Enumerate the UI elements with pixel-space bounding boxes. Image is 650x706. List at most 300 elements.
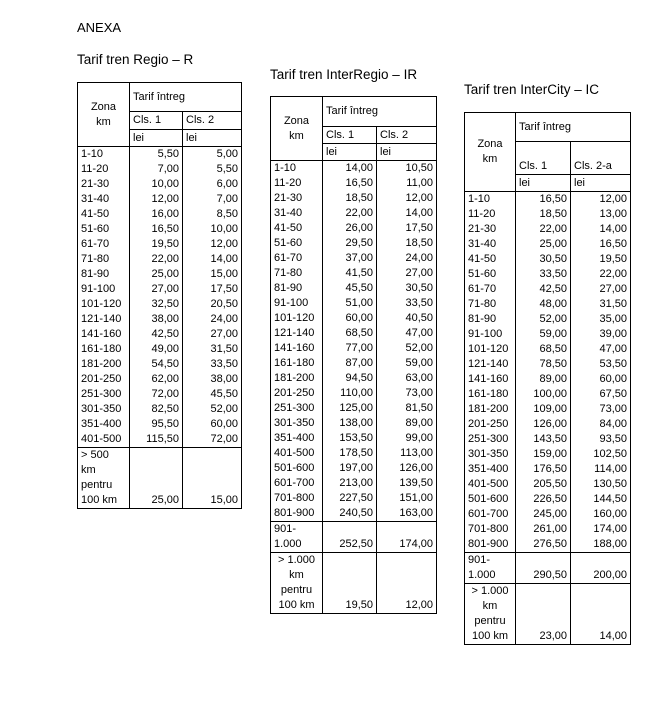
table-row bbox=[271, 221, 437, 236]
fare-cell: 38,00 bbox=[183, 372, 242, 387]
fare-cell: 60,00 bbox=[571, 372, 631, 387]
unit-label: lei bbox=[183, 130, 242, 147]
table-row bbox=[78, 312, 242, 327]
table-row bbox=[78, 222, 242, 237]
fare-cell: 63,00 bbox=[377, 371, 437, 386]
zone-cell: 301-350 bbox=[271, 416, 323, 431]
table-row bbox=[465, 237, 631, 252]
fare-cell: 52,00 bbox=[183, 402, 242, 417]
table-row bbox=[78, 387, 242, 402]
table-row bbox=[465, 327, 631, 342]
zone-cell: 181-200 bbox=[78, 357, 130, 372]
fare-cell: 94,50 bbox=[323, 371, 377, 386]
fare-cell: 22,00 bbox=[571, 267, 631, 282]
zone-cell: 401-500 bbox=[78, 432, 130, 448]
table-row bbox=[465, 507, 631, 522]
fare-cell: 10,00 bbox=[183, 222, 242, 237]
zone-cell: 141-160 bbox=[465, 372, 516, 387]
interregio-fare-table bbox=[270, 96, 437, 614]
fare-cell: 42,50 bbox=[516, 282, 571, 297]
table-row bbox=[271, 236, 437, 251]
table-row bbox=[78, 147, 242, 163]
zone-cell: 201-250 bbox=[465, 417, 516, 432]
fare-header: Tarif întreg bbox=[516, 113, 631, 142]
fare-cell: 151,00 bbox=[377, 491, 437, 506]
fare-cell: 60,00 bbox=[323, 311, 377, 326]
fare-cell: 5,00 bbox=[183, 147, 242, 163]
table-row bbox=[465, 432, 631, 447]
zone-cell: 251-300 bbox=[271, 401, 323, 416]
zone-cell-over-1000: > 1.000 km pentru 100 km bbox=[271, 553, 323, 614]
fare-cell: 29,50 bbox=[323, 236, 377, 251]
fare-cell: 8,50 bbox=[183, 207, 242, 222]
unit-label: lei bbox=[377, 144, 437, 161]
fare-cell: 10,50 bbox=[377, 161, 437, 177]
table-row bbox=[465, 492, 631, 507]
fare-cell: 51,00 bbox=[323, 296, 377, 311]
fare-cell: 138,00 bbox=[323, 416, 377, 431]
zone-cell: 81-90 bbox=[465, 312, 516, 327]
table-row bbox=[465, 192, 631, 208]
fare-cell: 12,00 bbox=[130, 192, 183, 207]
fare-cell: 99,00 bbox=[377, 431, 437, 446]
zone-cell: 201-250 bbox=[271, 386, 323, 401]
fare-cell: 18,50 bbox=[377, 236, 437, 251]
class1-header: Cls. 1 bbox=[516, 142, 571, 175]
zone-cell: 801-900 bbox=[271, 506, 323, 522]
zone-cell: 31-40 bbox=[271, 206, 323, 221]
fare-cell: 144,50 bbox=[571, 492, 631, 507]
zone-cell-over-500: > 500 km pentru 100 km bbox=[78, 448, 130, 509]
table-row bbox=[271, 311, 437, 326]
fare-cell: 42,50 bbox=[130, 327, 183, 342]
fare-cell: 39,00 bbox=[571, 327, 631, 342]
zone-cell: 181-200 bbox=[465, 402, 516, 417]
fare-cell: 95,50 bbox=[130, 417, 183, 432]
fare-cell: 38,00 bbox=[130, 312, 183, 327]
fare-cell: 81,50 bbox=[377, 401, 437, 416]
zone-cell: 91-100 bbox=[78, 282, 130, 297]
regio-rows bbox=[78, 147, 242, 448]
fare-cell: 67,50 bbox=[571, 387, 631, 402]
class2-header: Cls. 2 bbox=[183, 112, 242, 130]
fare-cell: 59,00 bbox=[516, 327, 571, 342]
fare-cell: 5,50 bbox=[130, 147, 183, 163]
fare-cell: 126,00 bbox=[516, 417, 571, 432]
fare-cell: 25,00 bbox=[130, 448, 183, 509]
fare-cell: 227,50 bbox=[323, 491, 377, 506]
fare-cell: 113,00 bbox=[377, 446, 437, 461]
fare-cell: 45,50 bbox=[183, 387, 242, 402]
zone-cell: 501-600 bbox=[271, 461, 323, 476]
fare-cell: 23,00 bbox=[516, 584, 571, 645]
fare-cell: 18,50 bbox=[516, 207, 571, 222]
table-row bbox=[271, 386, 437, 401]
table-row bbox=[465, 342, 631, 357]
fare-cell: 16,50 bbox=[516, 192, 571, 208]
zone-header: Zona km bbox=[271, 97, 323, 161]
fare-cell: 143,50 bbox=[516, 432, 571, 447]
fare-cell: 14,00 bbox=[571, 222, 631, 237]
intercity-fare-table bbox=[464, 112, 631, 645]
fare-cell: 78,50 bbox=[516, 357, 571, 372]
fare-cell: 153,50 bbox=[323, 431, 377, 446]
fare-cell: 37,00 bbox=[323, 251, 377, 266]
fare-cell: 32,50 bbox=[130, 297, 183, 312]
class1-header: Cls. 1 bbox=[130, 112, 183, 130]
fare-cell: 159,00 bbox=[516, 447, 571, 462]
fare-cell: 30,50 bbox=[516, 252, 571, 267]
table-row bbox=[271, 431, 437, 446]
fare-cell: 16,50 bbox=[571, 237, 631, 252]
fare-cell: 27,00 bbox=[183, 327, 242, 342]
fare-cell: 33,50 bbox=[377, 296, 437, 311]
table-row bbox=[271, 476, 437, 491]
class2-header: Cls. 2 bbox=[377, 127, 437, 144]
zone-cell: 101-120 bbox=[271, 311, 323, 326]
fare-cell: 33,50 bbox=[516, 267, 571, 282]
table-row bbox=[78, 417, 242, 432]
zone-cell: 61-70 bbox=[78, 237, 130, 252]
fare-cell: 47,00 bbox=[571, 342, 631, 357]
fare-cell: 52,00 bbox=[377, 341, 437, 356]
table-row bbox=[465, 447, 631, 462]
zone-cell: 121-140 bbox=[465, 357, 516, 372]
table-row bbox=[271, 191, 437, 206]
table-row bbox=[78, 357, 242, 372]
fare-cell: 89,00 bbox=[516, 372, 571, 387]
fare-cell: 93,50 bbox=[571, 432, 631, 447]
zone-cell: 801-900 bbox=[465, 537, 516, 553]
intercity-rows bbox=[465, 192, 631, 553]
table-row bbox=[78, 432, 242, 448]
fare-cell: 160,00 bbox=[571, 507, 631, 522]
regio-title: Tarif tren Regio – R bbox=[77, 52, 194, 67]
zone-cell: 71-80 bbox=[271, 266, 323, 281]
fare-cell: 114,00 bbox=[571, 462, 631, 477]
zone-cell: 21-30 bbox=[465, 222, 516, 237]
fare-cell: 125,00 bbox=[323, 401, 377, 416]
fare-cell: 54,50 bbox=[130, 357, 183, 372]
fare-cell: 30,50 bbox=[377, 281, 437, 296]
table-row bbox=[271, 266, 437, 281]
fare-cell: 6,00 bbox=[183, 177, 242, 192]
fare-cell: 68,50 bbox=[323, 326, 377, 341]
fare-cell: 52,00 bbox=[516, 312, 571, 327]
fare-cell: 12,00 bbox=[377, 191, 437, 206]
zone-cell: 141-160 bbox=[78, 327, 130, 342]
fare-cell: 14,00 bbox=[377, 206, 437, 221]
fare-cell: 27,00 bbox=[571, 282, 631, 297]
fare-cell: 11,00 bbox=[377, 176, 437, 191]
fare-cell: 17,50 bbox=[377, 221, 437, 236]
table-row bbox=[78, 207, 242, 222]
table-row bbox=[78, 297, 242, 312]
fare-cell: 276,50 bbox=[516, 537, 571, 553]
zone-cell: 71-80 bbox=[465, 297, 516, 312]
fare-cell: 200,00 bbox=[571, 553, 631, 584]
zone-header: Zona km bbox=[465, 113, 516, 192]
table-row bbox=[271, 341, 437, 356]
fare-cell: 20,50 bbox=[183, 297, 242, 312]
fare-header: Tarif întreg bbox=[130, 83, 242, 112]
intercity-title: Tarif tren InterCity – IC bbox=[464, 82, 600, 97]
fare-cell: 197,00 bbox=[323, 461, 377, 476]
interregio-rows bbox=[271, 161, 437, 522]
table-row bbox=[78, 252, 242, 267]
zone-cell: 351-400 bbox=[465, 462, 516, 477]
table-row bbox=[465, 522, 631, 537]
fare-cell: 163,00 bbox=[377, 506, 437, 522]
fare-cell: 16,00 bbox=[130, 207, 183, 222]
fare-cell: 25,00 bbox=[130, 267, 183, 282]
fare-cell: 12,00 bbox=[377, 553, 437, 614]
table-row bbox=[465, 372, 631, 387]
fare-cell: 13,00 bbox=[571, 207, 631, 222]
table-row bbox=[271, 251, 437, 266]
zone-cell: 61-70 bbox=[465, 282, 516, 297]
fare-cell: 110,00 bbox=[323, 386, 377, 401]
fare-cell: 261,00 bbox=[516, 522, 571, 537]
zone-cell: 251-300 bbox=[78, 387, 130, 402]
table-row bbox=[271, 506, 437, 522]
zone-cell: 31-40 bbox=[78, 192, 130, 207]
unit-label: lei bbox=[323, 144, 377, 161]
table-row bbox=[78, 237, 242, 252]
zone-cell: 401-500 bbox=[271, 446, 323, 461]
fare-cell: 7,00 bbox=[183, 192, 242, 207]
zone-cell: 11-20 bbox=[271, 176, 323, 191]
fare-cell: 213,00 bbox=[323, 476, 377, 491]
fare-cell: 77,00 bbox=[323, 341, 377, 356]
class2-header: Cls. 2-a bbox=[571, 142, 631, 175]
fare-cell: 10,00 bbox=[130, 177, 183, 192]
fare-cell: 205,50 bbox=[516, 477, 571, 492]
table-row bbox=[465, 207, 631, 222]
zone-cell: 41-50 bbox=[271, 221, 323, 236]
table-row bbox=[465, 417, 631, 432]
zone-cell: 161-180 bbox=[271, 356, 323, 371]
fare-cell: 84,00 bbox=[571, 417, 631, 432]
fare-cell: 115,50 bbox=[130, 432, 183, 448]
fare-cell: 68,50 bbox=[516, 342, 571, 357]
fare-cell: 41,50 bbox=[323, 266, 377, 281]
fare-cell: 19,50 bbox=[571, 252, 631, 267]
table-row bbox=[78, 402, 242, 417]
fare-cell: 19,50 bbox=[323, 553, 377, 614]
fare-cell: 73,00 bbox=[571, 402, 631, 417]
table-row bbox=[78, 327, 242, 342]
fare-cell: 174,00 bbox=[377, 522, 437, 553]
table-row bbox=[78, 267, 242, 282]
table-row bbox=[78, 162, 242, 177]
zone-cell: 1-10 bbox=[465, 192, 516, 208]
fare-cell: 176,50 bbox=[516, 462, 571, 477]
zone-cell: 31-40 bbox=[465, 237, 516, 252]
fare-cell: 12,00 bbox=[571, 192, 631, 208]
fare-cell: 45,50 bbox=[323, 281, 377, 296]
zone-cell: 41-50 bbox=[78, 207, 130, 222]
zone-cell: 51-60 bbox=[78, 222, 130, 237]
fare-cell: 49,00 bbox=[130, 342, 183, 357]
zone-cell-901-1000: 901- 1.000 bbox=[465, 553, 516, 584]
zone-cell: 11-20 bbox=[465, 207, 516, 222]
table-row bbox=[465, 312, 631, 327]
table-row bbox=[78, 342, 242, 357]
zone-cell: 141-160 bbox=[271, 341, 323, 356]
table-row bbox=[271, 416, 437, 431]
fare-cell: 17,50 bbox=[183, 282, 242, 297]
fare-cell: 87,00 bbox=[323, 356, 377, 371]
fare-cell: 14,00 bbox=[571, 584, 631, 645]
fare-cell: 40,50 bbox=[377, 311, 437, 326]
zone-cell: 41-50 bbox=[465, 252, 516, 267]
fare-cell: 26,00 bbox=[323, 221, 377, 236]
fare-cell: 82,50 bbox=[130, 402, 183, 417]
zone-cell: 101-120 bbox=[78, 297, 130, 312]
zone-cell: 21-30 bbox=[78, 177, 130, 192]
zone-cell: 301-350 bbox=[465, 447, 516, 462]
fare-cell: 89,00 bbox=[377, 416, 437, 431]
zone-cell: 51-60 bbox=[465, 267, 516, 282]
table-row bbox=[271, 281, 437, 296]
zone-cell: 21-30 bbox=[271, 191, 323, 206]
fare-cell: 27,00 bbox=[130, 282, 183, 297]
table-row bbox=[78, 282, 242, 297]
fare-cell: 226,50 bbox=[516, 492, 571, 507]
zone-cell: 351-400 bbox=[78, 417, 130, 432]
table-row bbox=[465, 222, 631, 237]
fare-cell: 35,00 bbox=[571, 312, 631, 327]
zone-cell-901-1000: 901- 1.000 bbox=[271, 522, 323, 553]
zone-cell: 91-100 bbox=[465, 327, 516, 342]
zone-cell: 81-90 bbox=[78, 267, 130, 282]
table-row bbox=[271, 461, 437, 476]
zone-cell: 251-300 bbox=[465, 432, 516, 447]
zone-cell: 501-600 bbox=[465, 492, 516, 507]
fare-header: Tarif întreg bbox=[323, 97, 437, 127]
table-row bbox=[271, 446, 437, 461]
fare-cell: 47,00 bbox=[377, 326, 437, 341]
zone-cell: 201-250 bbox=[78, 372, 130, 387]
table-row bbox=[271, 371, 437, 386]
zone-cell: 101-120 bbox=[465, 342, 516, 357]
fare-cell: 130,50 bbox=[571, 477, 631, 492]
fare-cell: 60,00 bbox=[183, 417, 242, 432]
fare-cell: 73,00 bbox=[377, 386, 437, 401]
zone-cell: 1-10 bbox=[78, 147, 130, 163]
fare-cell: 72,00 bbox=[183, 432, 242, 448]
zone-cell: 701-800 bbox=[465, 522, 516, 537]
zone-cell: 401-500 bbox=[465, 477, 516, 492]
fare-cell: 22,00 bbox=[516, 222, 571, 237]
zone-cell: 71-80 bbox=[78, 252, 130, 267]
zone-cell: 601-700 bbox=[465, 507, 516, 522]
table-row bbox=[465, 477, 631, 492]
fare-cell: 24,00 bbox=[377, 251, 437, 266]
fare-cell: 14,00 bbox=[183, 252, 242, 267]
zone-cell: 11-20 bbox=[78, 162, 130, 177]
fare-cell: 7,00 bbox=[130, 162, 183, 177]
fare-cell: 252,50 bbox=[323, 522, 377, 553]
unit-label: lei bbox=[571, 175, 631, 192]
fare-cell: 33,50 bbox=[183, 357, 242, 372]
fare-cell: 174,00 bbox=[571, 522, 631, 537]
table-row bbox=[78, 192, 242, 207]
fare-cell: 126,00 bbox=[377, 461, 437, 476]
fare-cell: 5,50 bbox=[183, 162, 242, 177]
zone-cell: 161-180 bbox=[465, 387, 516, 402]
table-row bbox=[465, 402, 631, 417]
fare-cell: 62,00 bbox=[130, 372, 183, 387]
fare-cell: 15,00 bbox=[183, 267, 242, 282]
fare-cell: 24,00 bbox=[183, 312, 242, 327]
zone-cell: 121-140 bbox=[271, 326, 323, 341]
fare-cell: 48,00 bbox=[516, 297, 571, 312]
fare-cell: 290,50 bbox=[516, 553, 571, 584]
fare-cell: 72,00 bbox=[130, 387, 183, 402]
table-row bbox=[271, 491, 437, 506]
zone-cell: 301-350 bbox=[78, 402, 130, 417]
fare-cell: 245,00 bbox=[516, 507, 571, 522]
table-row bbox=[78, 177, 242, 192]
fare-cell: 19,50 bbox=[130, 237, 183, 252]
table-row bbox=[271, 296, 437, 311]
table-row bbox=[465, 282, 631, 297]
fare-cell: 100,00 bbox=[516, 387, 571, 402]
fare-cell: 15,00 bbox=[183, 448, 242, 509]
table-row bbox=[271, 161, 437, 177]
zone-cell: 351-400 bbox=[271, 431, 323, 446]
table-row bbox=[271, 401, 437, 416]
fare-cell: 27,00 bbox=[377, 266, 437, 281]
zone-cell: 1-10 bbox=[271, 161, 323, 177]
table-row bbox=[465, 267, 631, 282]
table-row bbox=[465, 387, 631, 402]
annex-title: ANEXA bbox=[77, 20, 122, 35]
interregio-title: Tarif tren InterRegio – IR bbox=[270, 67, 418, 82]
table-row bbox=[465, 297, 631, 312]
fare-cell: 53,50 bbox=[571, 357, 631, 372]
fare-cell: 240,50 bbox=[323, 506, 377, 522]
fare-cell: 12,00 bbox=[183, 237, 242, 252]
table-row bbox=[271, 176, 437, 191]
fare-cell: 18,50 bbox=[323, 191, 377, 206]
zone-header: Zona km bbox=[78, 83, 130, 147]
zone-cell: 61-70 bbox=[271, 251, 323, 266]
table-row bbox=[78, 372, 242, 387]
class1-header: Cls. 1 bbox=[323, 127, 377, 144]
unit-label: lei bbox=[130, 130, 183, 147]
fare-cell: 14,00 bbox=[323, 161, 377, 177]
table-row bbox=[465, 252, 631, 267]
zone-cell: 601-700 bbox=[271, 476, 323, 491]
fare-cell: 22,00 bbox=[130, 252, 183, 267]
table-row bbox=[465, 537, 631, 553]
zone-cell: 161-180 bbox=[78, 342, 130, 357]
zone-cell: 701-800 bbox=[271, 491, 323, 506]
fare-cell: 178,50 bbox=[323, 446, 377, 461]
fare-cell: 59,00 bbox=[377, 356, 437, 371]
zone-cell: 121-140 bbox=[78, 312, 130, 327]
unit-label: lei bbox=[516, 175, 571, 192]
zone-cell: 181-200 bbox=[271, 371, 323, 386]
zone-cell: 91-100 bbox=[271, 296, 323, 311]
fare-cell: 188,00 bbox=[571, 537, 631, 553]
fare-cell: 16,50 bbox=[323, 176, 377, 191]
table-row bbox=[271, 356, 437, 371]
fare-cell: 102,50 bbox=[571, 447, 631, 462]
